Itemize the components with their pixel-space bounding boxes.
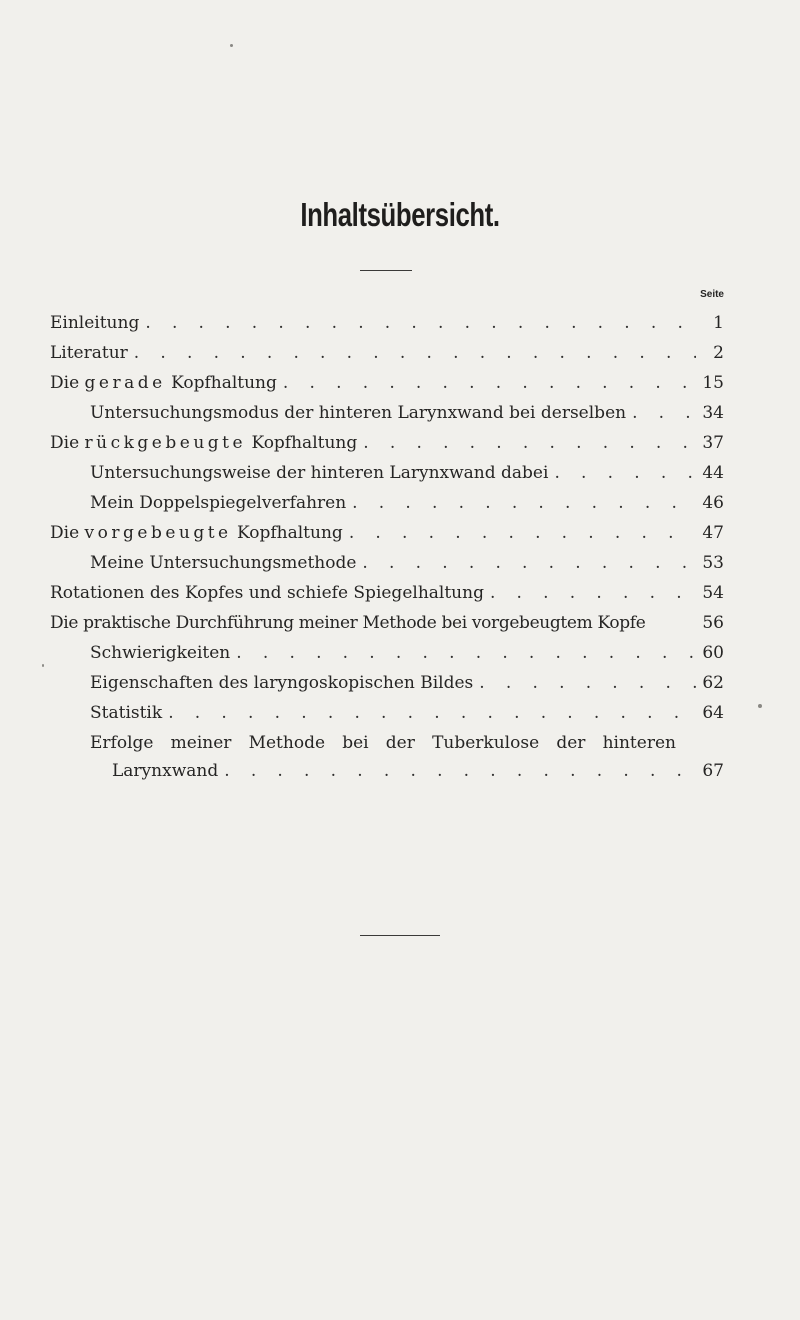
dot-leader [626,401,696,426]
toc-entry-suffix: Kopfhaltung [231,523,343,543]
toc-entry-emphasis: rückgebeugte [84,433,247,453]
toc-entry-page: 2 [713,343,724,363]
toc-entry-page: 56 [702,613,724,633]
toc-entry-schwierigkeiten[interactable] [90,641,724,666]
toc-entry-title: Literatur [50,343,128,363]
toc-entry-prefix: Die [50,523,85,543]
toc-entry-page: 60 [702,643,724,663]
dot-leader [218,759,696,784]
toc-entry-page: 37 [702,433,724,453]
toc-entry-title [50,371,277,396]
paper-speck [758,704,762,708]
toc-entry-suffix: Kopfhaltung [246,433,358,453]
toc-entry-title: Untersuchungsmodus der hinteren Larynxwand bei derselben [90,403,627,423]
toc-entry-title: Larynxwand [112,761,219,781]
toc-entry-page: 1 [713,313,724,333]
toc-entry-title: Mein Doppelspiegelverfahren [90,493,347,513]
paper-speck [230,44,233,47]
toc-entry-erfolge[interactable] [112,759,724,784]
dot-leader [356,551,696,576]
dot-leader [277,371,696,396]
toc-entry-suffix: Kopfhaltung [165,373,277,393]
toc-entry-untersuchungsmodus[interactable] [90,401,724,426]
toc-entry-erfolge-line1[interactable] [90,731,676,756]
toc-entry-title: Eigenschaften des laryngoskopischen Bildes [90,673,474,693]
toc-entry-untersuchungsweise[interactable] [90,461,724,486]
dot-leader [139,311,696,336]
toc-entry-title [50,431,357,456]
dot-leader [343,521,696,546]
toc-entry-page: 15 [702,373,724,393]
toc-entry-page: 46 [702,493,724,513]
dot-leader [548,461,696,486]
toc-entry-einleitung[interactable] [50,311,724,336]
toc-entry-page: 34 [702,403,724,423]
dot-leader [128,341,696,366]
toc-entry-word: Tuberkulose [432,733,540,753]
closing-rule [360,935,440,936]
toc-entry-gerade-kopfhaltung[interactable] [50,371,724,396]
toc-entry-word: Erfolge [90,733,154,753]
toc-entry-word: der [556,733,586,753]
toc-entry-page: 64 [702,703,724,723]
toc-entry-statistik[interactable] [90,701,724,726]
toc-entry-page: 44 [702,463,724,483]
toc-entry-rotationen[interactable] [50,581,724,606]
toc-entry-vorgebeugte-kopfhaltung[interactable] [50,521,724,546]
toc-entry-word: der [385,733,415,753]
toc-entry-title [50,521,343,546]
toc-entry-title: Rotationen des Kopfes und schiefe Spiegelhaltung [50,583,484,603]
toc-entry-literatur[interactable] [50,341,724,366]
toc-entry-title: Einleitung [50,313,140,333]
toc-entry-title: Schwierigkeiten [90,643,231,663]
toc-entry-emphasis: gerade [84,373,166,393]
toc-entry-prefix: Die [50,373,85,393]
dot-leader [230,641,696,666]
toc-entry-eigenschaften[interactable] [90,671,724,696]
title-rule [360,270,412,271]
toc-entry-prefix: Die [50,433,85,453]
toc-entry-page: 67 [702,761,724,781]
toc-entry-word: meiner [170,733,232,753]
toc-entry-title: Statistik [90,703,163,723]
toc-entry-word: Methode [248,733,326,753]
toc-entry-title: Die praktische Durchführung meiner Methode bei vorgebeugtem Kopfe [50,613,646,633]
toc-entry-page: 53 [702,553,724,573]
toc-entry-untersuchungsmethode[interactable] [90,551,724,576]
dot-leader [162,701,696,726]
toc-entry-word: hinteren [602,733,676,753]
toc-entry-emphasis: vorgebeugte [84,523,232,543]
page-column-label: Seite [700,289,724,300]
toc-entry-doppelspiegelverfahren[interactable] [90,491,724,516]
dot-leader [484,581,696,606]
toc-entry-page: 47 [702,523,724,543]
toc-entry-praktische-durchfuehrung[interactable] [50,611,724,636]
toc-entry-title: Meine Untersuchungsmethode [90,553,357,573]
toc-entry-page: 54 [702,583,724,603]
dot-leader [473,671,696,696]
toc-entry-word: bei [342,733,369,753]
paper-speck [42,664,44,667]
dot-leader [346,491,696,516]
page-title: Inhaltsübersicht. [300,196,500,233]
toc-entry-title: Untersuchungsweise der hinteren Larynxwand dabei [90,463,549,483]
dot-leader [357,431,696,456]
toc-entry-rueckgebeugte-kopfhaltung[interactable] [50,431,724,456]
toc-entry-page: 62 [702,673,724,693]
